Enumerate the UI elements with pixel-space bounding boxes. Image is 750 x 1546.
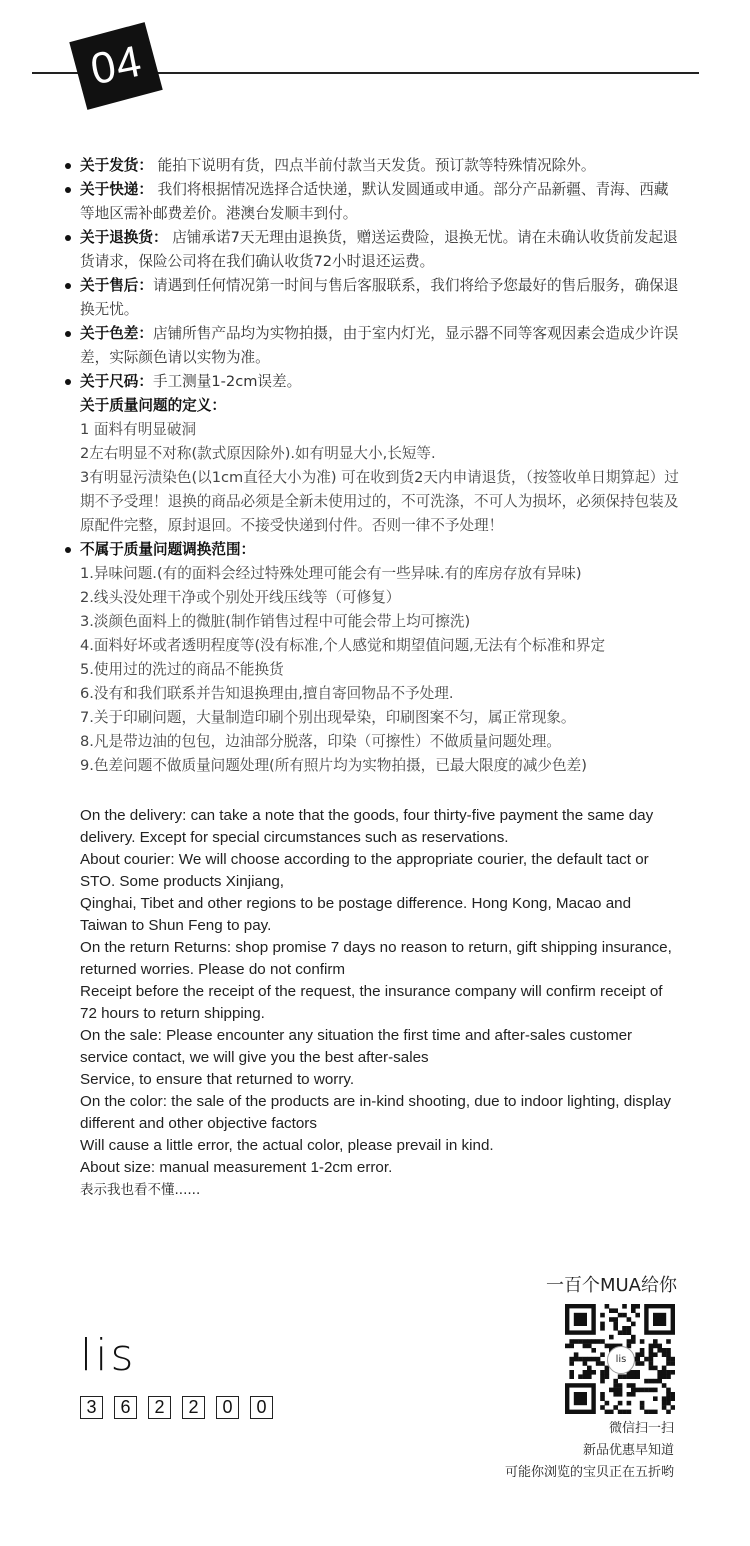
- qr-center-logo: lis: [607, 1346, 635, 1374]
- digit-box: 0: [216, 1396, 239, 1419]
- policy-content: [80, 154, 680, 778]
- policy-label: 关于快递：: [80, 181, 153, 198]
- policy-label: 关于尺码：: [80, 373, 153, 390]
- policy-item-delivery: [80, 154, 680, 178]
- english-paragraph: Service, to ensure that returned to worry.: [80, 1071, 355, 1088]
- policy-text: 店铺所售产品均为实物拍摄，由于室内灯光，显示器不同等客观因素会造成少许误差，实际颜色请以实物为准。: [80, 325, 679, 366]
- english-paragraph: About courier: We will choose according to the appropriate courier, the default tact or STO. Some products Xinjiang,: [80, 851, 649, 890]
- english-paragraph: Qinghai, Tibet and other regions to be postage difference. Hong Kong, Macao and Taiwan to Shun Feng to pay.: [80, 895, 632, 934]
- english-paragraph: Will cause a little error, the actual color, please prevail in kind.: [80, 1137, 494, 1154]
- section-number: 04: [86, 36, 146, 95]
- section-number-badge: [69, 22, 162, 110]
- policy-item-size: [80, 370, 680, 394]
- exclusion-item: 7.关于印刷问题，大量制造印刷个别出现晕染，印刷图案不匀，属正常现象。: [80, 709, 576, 726]
- exclusion-item: 9.色差问题不做质量问题处理(所有照片均为实物拍摄，已最大限度的减少色差): [80, 757, 587, 774]
- english-paragraph: On the delivery: can take a note that the goods, four thirty-five payment the same day delivery. Except for special circumstances such as reservations.: [80, 807, 654, 846]
- digit-box: 2: [148, 1396, 171, 1419]
- english-translation: [80, 805, 680, 1201]
- exclusion-item: 1.异味问题.(有的面料会经过特殊处理可能会有一些异味.有的库房存放有异味): [80, 565, 582, 582]
- policy-text: 能拍下说明有货，四点半前付款当天发货。预订款等特殊情况除外。: [152, 157, 596, 174]
- policy-text: 请遇到任何情况第一时间与售后客服联系，我们将给予您最好的售后服务，确保退换无忧。: [80, 277, 679, 318]
- exclusion-item: 5.使用过的洗过的商品不能换货: [80, 661, 284, 678]
- quality-item: 2左右明显不对称(款式原因除外).如有明显大小,长短等.: [80, 445, 436, 462]
- digit-box: 3: [80, 1396, 103, 1419]
- qr-caption: [505, 1418, 674, 1484]
- policy-item-color: [80, 322, 680, 370]
- policy-item-courier: [80, 178, 680, 226]
- policy-item-after-sales: [80, 274, 680, 322]
- digit-box: 6: [114, 1396, 137, 1419]
- exclusion-item: 4.面料好坏或者透明程度等(没有标准,个人感觉和期望值问题,无法有个标准和界定: [80, 637, 606, 654]
- policy-label: 关于退换货：: [80, 229, 168, 246]
- quality-item: 1 面料有明显破洞: [80, 421, 197, 438]
- exclusion-heading: 不属于质量问题调换范围：: [80, 538, 680, 562]
- exclusion-item: 8.凡是带边油的包包，边油部分脱落，印染（可擦性）不做质量问题处理。: [80, 733, 561, 750]
- qr-caption-line: 可能你浏览的宝贝正在五折哟: [504, 1465, 674, 1480]
- number-boxes: [80, 1396, 273, 1419]
- english-paragraph: On the sale: Please encounter any situation the first time and after-sales customer service contact, we will give you the best after-sales: [80, 1027, 633, 1066]
- translation-note: 表示我也看不懂......: [80, 1182, 201, 1198]
- english-paragraph: On the return Returns: shop promise 7 days no reason to return, gift shipping insurance, returned worries. Please do not confirm: [80, 939, 672, 978]
- policy-text: 手工测量1-2cm误差。: [152, 373, 302, 390]
- policy-label: 关于发货：: [80, 157, 153, 174]
- exclusion-item: 3.淡颜色面料上的微脏(制作销售过程中可能会带上均可擦洗): [80, 613, 471, 630]
- qr-caption-line: 微信扫一扫: [608, 1421, 674, 1436]
- policy-item-returns: [80, 226, 680, 274]
- qr-caption-line: 新品优惠早知道: [582, 1443, 674, 1458]
- digit-box: 0: [250, 1396, 273, 1419]
- exclusion-item: 2.线头没处理干净或个别处开线压线等（可修复）: [80, 589, 401, 606]
- english-paragraph: On the color: the sale of the products are in-kind shooting, due to indoor lighting, display different and other objective factors: [80, 1093, 671, 1132]
- digit-box: 2: [182, 1396, 205, 1419]
- english-paragraph: About size: manual measurement 1-2cm error.: [80, 1159, 393, 1176]
- exclusion-item: 6.没有和我们联系并告知退换理由,擅自寄回物品不予处理.: [80, 685, 454, 702]
- policy-label: 关于色差：: [80, 325, 153, 342]
- brand-logo: lis: [80, 1330, 137, 1381]
- quality-heading: 关于质量问题的定义：: [80, 397, 226, 414]
- policy-text: 我们将根据情况选择合适快递，默认发圆通或申通。部分产品新疆、青海、西藏等地区需补邮费差价。港澳台发顺丰到付。: [80, 181, 669, 222]
- policy-text: 店铺承诺7天无理由退换货，赠送运费险，退换无忧。请在未确认收货前发起退货请求，保险公司将在我们确认收货72小时退还运费。: [80, 229, 678, 270]
- qr-title: 一百个MUA给你: [545, 1275, 677, 1296]
- english-paragraph: Receipt before the receipt of the request, the insurance company will confirm receipt of 72 hours to return shipping.: [80, 983, 663, 1022]
- policy-label: 关于售后：: [80, 277, 153, 294]
- quality-item: 3有明显污渍染色(以1cm直径大小为准) 可在收到货2天内申请退货，（按签收单日期算起）过期不予受理！退换的商品必须是全新未使用过的，不可洗涤，不可人为损坏，必须保持包装及原配件完整，原封退回。不接受快递到付件。否则一律不予处理！: [80, 469, 679, 534]
- qr-code: [565, 1304, 675, 1414]
